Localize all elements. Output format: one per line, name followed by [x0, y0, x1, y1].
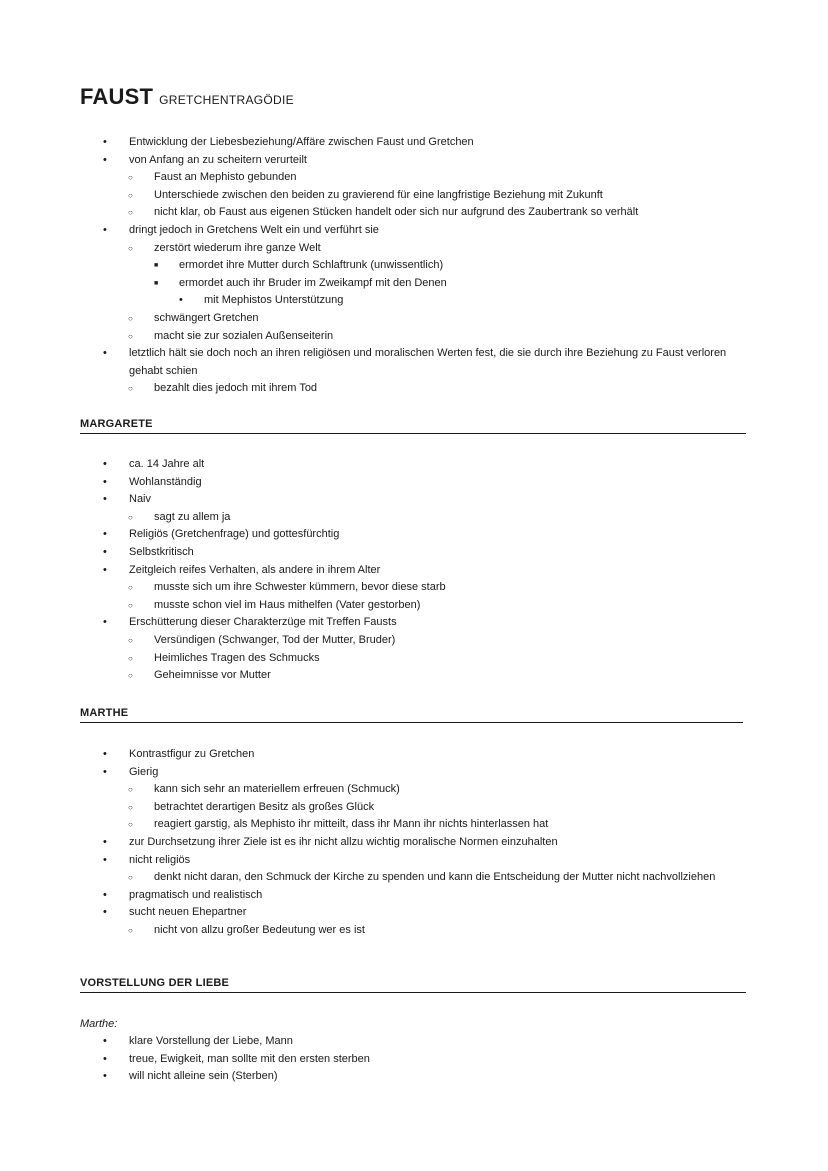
list-item: • Selbstkritisch: [0, 544, 828, 562]
liebe-list: [0, 1033, 828, 1086]
section-heading-vorstellung-der-liebe: VORSTELLUNG DER LIEBE: [80, 976, 746, 993]
list-item: • dringt jedoch in Gretchens Welt ein und verführt sie: [0, 222, 828, 240]
section-heading-margarete: MARGARETE: [80, 417, 746, 434]
list-item: • Naiv: [0, 491, 828, 509]
title-main: FAUST: [80, 84, 154, 109]
list-item: ○ Unterschiede zwischen den beiden zu gravierend für eine langfristige Beziehung mit Zukunft: [0, 187, 828, 205]
list-item: ■ ermordet ihre Mutter durch Schlaftrunk (unwissentlich): [0, 257, 828, 275]
document-title: [80, 84, 294, 110]
list-item: ○ macht sie zur sozialen Außenseiterin: [0, 328, 828, 346]
list-item: ○ bezahlt dies jedoch mit ihrem Tod: [0, 380, 828, 398]
list-item: • Gierig: [0, 764, 828, 782]
list-item: • sucht neuen Ehepartner: [0, 904, 828, 922]
list-item: • nicht religiös: [0, 852, 828, 870]
list-item: ○ musste schon viel im Haus mithelfen (Vater gestorben): [0, 597, 828, 615]
list-item: • Zeitgleich reifes Verhalten, als andere in ihrem Alter: [0, 562, 828, 580]
list-item: ○ Faust an Mephisto gebunden: [0, 169, 828, 187]
list-item: • Entwicklung der Liebesbeziehung/Affäre zwischen Faust und Gretchen: [0, 134, 828, 152]
list-item: • treue, Ewigkeit, man sollte mit den ersten sterben: [0, 1051, 828, 1069]
list-item: ○ Geheimnisse vor Mutter: [0, 667, 828, 685]
list-item: ○ Heimliches Tragen des Schmucks: [0, 650, 828, 668]
list-item: ■ ermordet auch ihr Bruder im Zweikampf mit den Denen: [0, 275, 828, 293]
intro-list: [0, 134, 828, 398]
list-item: • zur Durchsetzung ihrer Ziele ist es ihr nicht allzu wichtig moralische Normen einzuhalten: [0, 834, 828, 852]
list-item: • von Anfang an zu scheitern verurteilt: [0, 152, 828, 170]
list-item: • Kontrastfigur zu Gretchen: [0, 746, 828, 764]
subsection-label-marthe: Marthe:: [80, 1018, 118, 1030]
list-item: ○ sagt zu allem ja: [0, 509, 828, 527]
list-item: • Religiös (Gretchenfrage) und gottesfürchtig: [0, 526, 828, 544]
list-item: • Wohlanständig: [0, 474, 828, 492]
list-item: ○ schwängert Gretchen: [0, 310, 828, 328]
list-item: ○ kann sich sehr an materiellem erfreuen (Schmuck): [0, 781, 828, 799]
list-item: • Erschütterung dieser Charakterzüge mit Treffen Fausts: [0, 614, 828, 632]
marthe-list: [0, 746, 828, 940]
list-item: • ca. 14 Jahre alt: [0, 456, 828, 474]
section-heading-marthe: MARTHE: [80, 706, 743, 723]
list-item: • pragmatisch und realistisch: [0, 887, 828, 905]
list-item: ○ denkt nicht daran, den Schmuck der Kirche zu spenden und kann die Entscheidung der Mutter nicht nachvollziehen: [0, 869, 828, 887]
list-item: • letztlich hält sie doch noch an ihren religiösen und moralischen Werten fest, die sie durch ihre Beziehung zu Faust verloren gehabt schien: [0, 345, 828, 380]
list-item: ○ reagiert garstig, als Mephisto ihr mitteilt, dass ihr Mann ihr nichts hinterlassen hat: [0, 816, 828, 834]
title-subtitle: GRETCHENTRAGÖDIE: [159, 93, 294, 107]
list-item: ○ nicht von allzu großer Bedeutung wer es ist: [0, 922, 828, 940]
list-item: ○ musste sich um ihre Schwester kümmern, bevor diese starb: [0, 579, 828, 597]
list-item: • mit Mephistos Unterstützung: [0, 292, 828, 310]
list-item: ○ betrachtet derartigen Besitz als großes Glück: [0, 799, 828, 817]
list-item: ○ Versündigen (Schwanger, Tod der Mutter, Bruder): [0, 632, 828, 650]
list-item: • will nicht alleine sein (Sterben): [0, 1068, 828, 1086]
list-item: ○ nicht klar, ob Faust aus eigenen Stücken handelt oder sich nur aufgrund des Zaubertrank so verhält: [0, 204, 828, 222]
margarete-list: [0, 456, 828, 685]
list-item: • klare Vorstellung der Liebe, Mann: [0, 1033, 828, 1051]
list-item: ○ zerstört wiederum ihre ganze Welt: [0, 240, 828, 258]
